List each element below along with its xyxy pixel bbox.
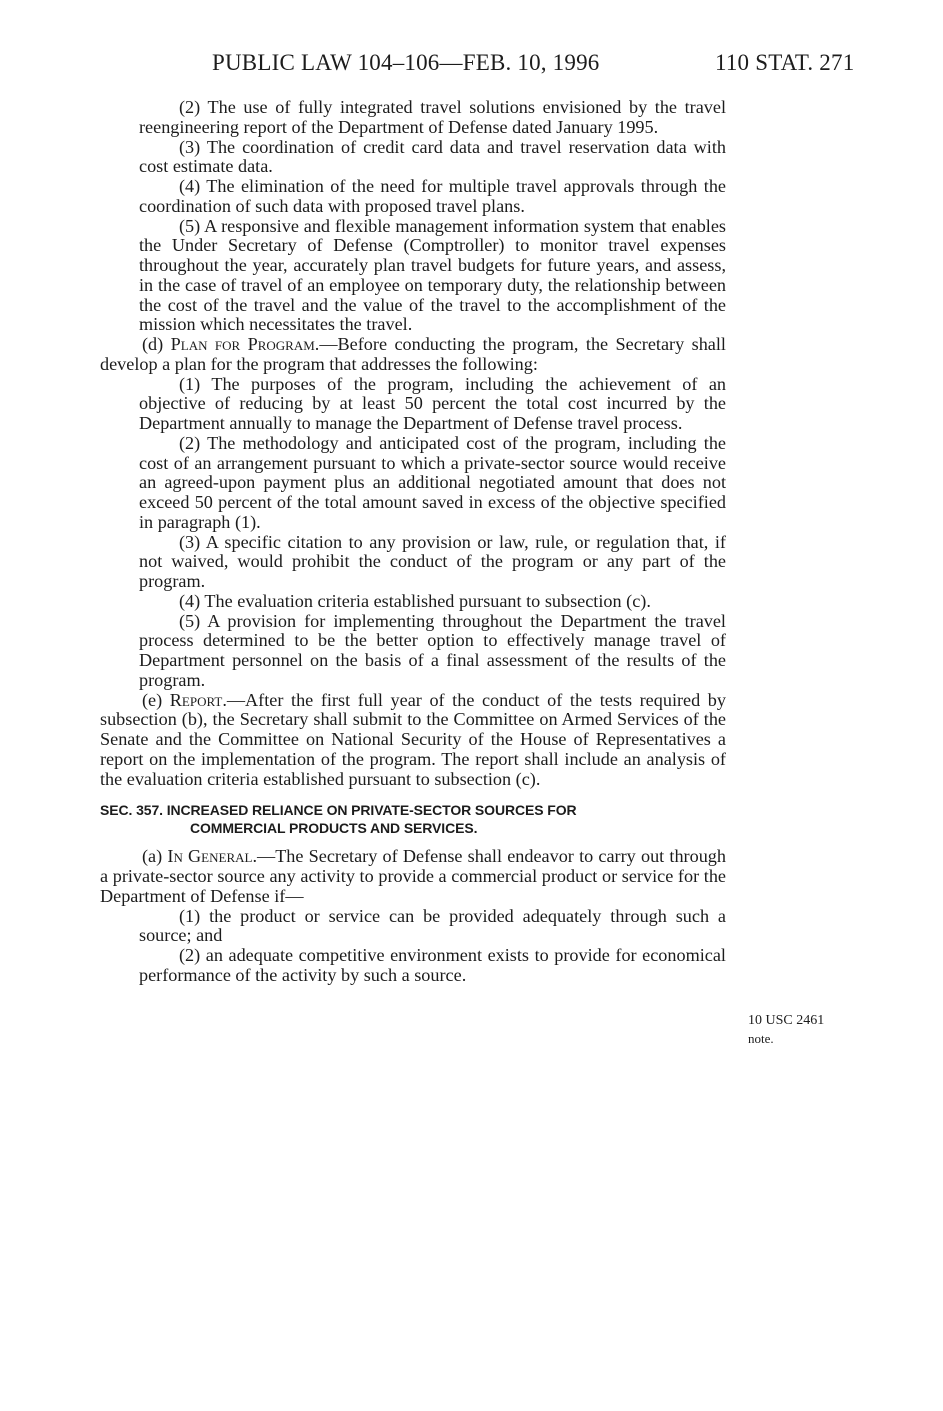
subsection-a-heading: In General: [167, 846, 253, 867]
paragraph-a2: (2) an adequate competitive environment exists to provide for economical performance of the activity by such a source.: [139, 945, 726, 985]
subsection-d: [100, 335, 726, 375]
subsection-e-text: .—After the first full year of the conduct of the tests required by subsection (b), the Secretary shall submit to the Committee on Armed Services of the Senate and the Committee on National Security of the House of Representatives a report on the implementation of the program. The report shall include an analysis of the evaluation criteria established pursuant to subsection (c).: [100, 689, 726, 789]
paragraph-c4: (4) The elimination of the need for multiple travel approvals through the coordination of such data with proposed travel plans.: [139, 176, 726, 216]
subsection-e-heading: Report: [169, 689, 223, 710]
paragraph-d3: (3) A specific citation to any provision or law, rule, or regulation that, if not waived, would prohibit the conduct of the program or any part of the program.: [139, 531, 726, 591]
subsection-a: [100, 847, 726, 906]
subsection-a-label: (a): [142, 846, 168, 867]
section-heading-line-2: COMMERCIAL PRODUCTS AND SERVICES.: [190, 820, 478, 837]
running-header-title: PUBLIC LAW 104–106—FEB. 10, 1996: [212, 50, 600, 75]
paragraph-c2: (2) The use of fully integrated travel solutions envisioned by the travel reengineering report of the Department of Defense dated January 1995.: [139, 97, 726, 137]
paragraph-d4: (4) The evaluation criteria established pursuant to subsection (c).: [179, 590, 651, 611]
running-header-page-number: 110 STAT. 271: [715, 50, 855, 75]
paragraph-d5: (5) A provision for implementing throughout the Department the travel process determined to be the better option to effectively manage travel of Department personnel on the basis of a final assessment of the results of the program.: [139, 610, 726, 690]
subsection-d-heading: Plan for Program: [170, 334, 315, 354]
paragraph-a1: (1) the product or service can be provided adequately through such a source; and: [139, 905, 726, 946]
section-heading-line-1: SEC. 357. INCREASED RELIANCE ON PRIVATE-SECTOR SOURCES FOR: [100, 802, 577, 819]
subsection-e-label: (e): [142, 689, 170, 710]
paragraph-c5: (5) A responsive and flexible management information system that enables the Under Secretary of Defense (Comptroller) to monitor travel expenses throughout the year, accurately plan travel budgets for future years, and assess, in the case of travel of an employee on temporary duty, the relationship between the cost of the travel and the value of the travel to the accomplishment of the mission which necessitates the travel.: [139, 215, 726, 335]
subsection-d-label: (d): [142, 334, 171, 354]
subsection-d-text: .—Before conducting the program, the Secretary shall develop a plan for the program that addresses the following:: [100, 334, 726, 374]
margin-note-label: note.: [748, 1031, 774, 1046]
subsection-e: [100, 691, 726, 790]
paragraph-c3: (3) The coordination of credit card data and travel reservation data with cost estimate data.: [139, 136, 726, 177]
margin-note-citation: 10 USC 2461: [748, 1013, 825, 1028]
margin-note: [748, 1012, 824, 1048]
section-heading: [100, 801, 726, 837]
statute-body: [100, 98, 726, 986]
paragraph-d1: (1) The purposes of the program, including the achievement of an objective of reducing by at least 50 percent the total cost incurred by the Department annually to manage the Department of Defense travel process.: [139, 373, 726, 433]
subsection-a-text: .—The Secretary of Defense shall endeavor to carry out through a private-sector source any activity to provide a commercial product or service for the Department of Defense if—: [100, 846, 726, 906]
paragraph-d2: (2) The methodology and anticipated cost of the program, including the cost of an arrangement pursuant to which a private-sector source would receive an agreed-upon payment plus an additional negotiated amount that does not exceed 50 percent of the total amount saved in excess of the objective specified in paragraph (1).: [139, 432, 726, 532]
